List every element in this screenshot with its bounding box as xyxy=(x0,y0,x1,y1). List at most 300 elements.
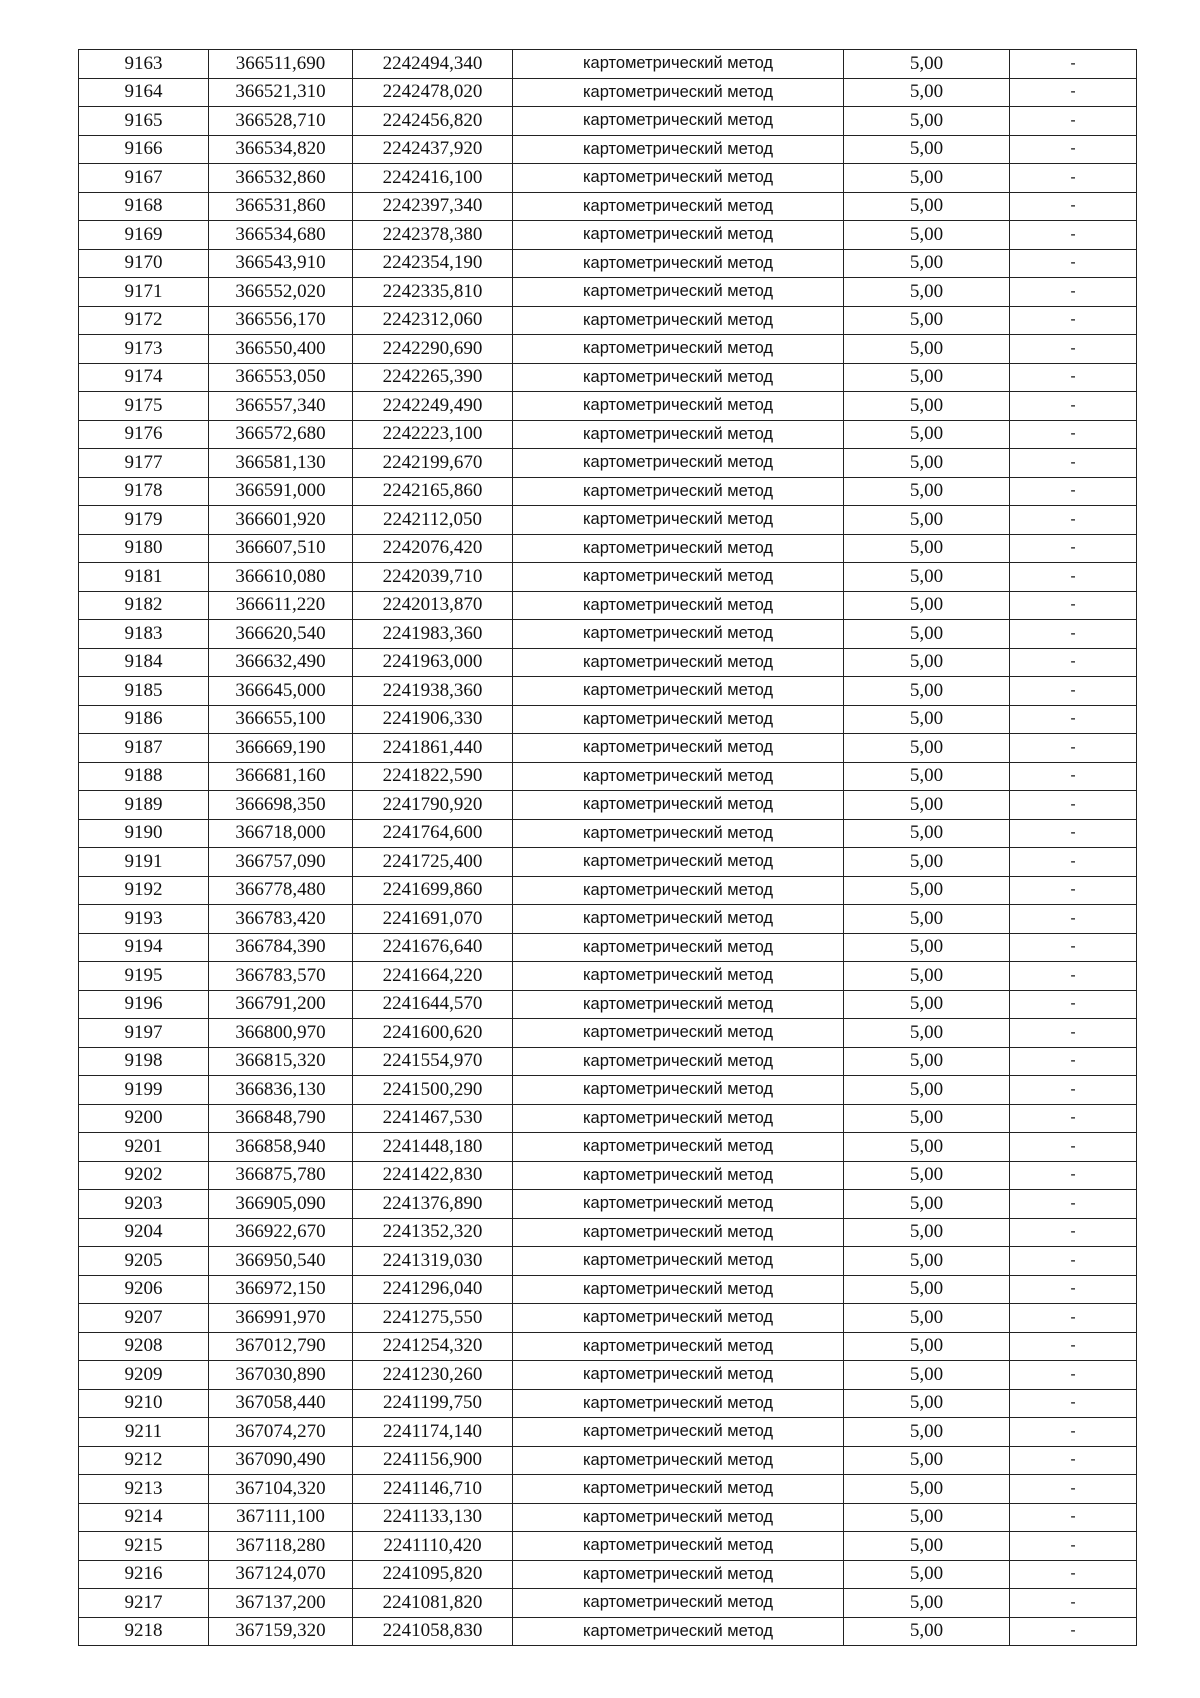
y-coordinate-cell: 2241676,640 xyxy=(353,933,513,962)
method-cell: картометрический метод xyxy=(513,1133,844,1162)
table-row xyxy=(79,78,1137,107)
table-row xyxy=(79,506,1137,535)
x-coordinate-cell: 366581,130 xyxy=(209,449,353,478)
method-cell: картометрический метод xyxy=(513,420,844,449)
point-number-cell: 9186 xyxy=(79,705,209,734)
point-number-cell: 9163 xyxy=(79,50,209,79)
accuracy-cell: 5,00 xyxy=(844,278,1010,307)
method-cell: картометрический метод xyxy=(513,50,844,79)
table-row xyxy=(79,249,1137,278)
method-cell: картометрический метод xyxy=(513,221,844,250)
point-number-cell: 9180 xyxy=(79,534,209,563)
accuracy-cell: 5,00 xyxy=(844,534,1010,563)
point-number-cell: 9183 xyxy=(79,620,209,649)
method-cell: картометрический метод xyxy=(513,620,844,649)
accuracy-cell: 5,00 xyxy=(844,335,1010,364)
note-cell: - xyxy=(1010,791,1137,820)
note-cell: - xyxy=(1010,1418,1137,1447)
accuracy-cell: 5,00 xyxy=(844,135,1010,164)
y-coordinate-cell: 2242378,380 xyxy=(353,221,513,250)
accuracy-cell: 5,00 xyxy=(844,819,1010,848)
note-cell: - xyxy=(1010,848,1137,877)
table-row xyxy=(79,1076,1137,1105)
point-number-cell: 9188 xyxy=(79,762,209,791)
x-coordinate-cell: 366905,090 xyxy=(209,1190,353,1219)
y-coordinate-cell: 2241146,710 xyxy=(353,1475,513,1504)
point-number-cell: 9187 xyxy=(79,734,209,763)
method-cell: картометрический метод xyxy=(513,278,844,307)
note-cell: - xyxy=(1010,1532,1137,1561)
note-cell: - xyxy=(1010,734,1137,763)
note-cell: - xyxy=(1010,819,1137,848)
table-row xyxy=(79,1475,1137,1504)
y-coordinate-cell: 2241081,820 xyxy=(353,1589,513,1618)
point-number-cell: 9171 xyxy=(79,278,209,307)
accuracy-cell: 5,00 xyxy=(844,363,1010,392)
table-row xyxy=(79,1617,1137,1646)
accuracy-cell: 5,00 xyxy=(844,1019,1010,1048)
y-coordinate-cell: 2241095,820 xyxy=(353,1560,513,1589)
accuracy-cell: 5,00 xyxy=(844,1503,1010,1532)
method-cell: картометрический метод xyxy=(513,677,844,706)
point-number-cell: 9205 xyxy=(79,1247,209,1276)
point-number-cell: 9193 xyxy=(79,905,209,934)
method-cell: картометрический метод xyxy=(513,1389,844,1418)
accuracy-cell: 5,00 xyxy=(844,1589,1010,1618)
accuracy-cell: 5,00 xyxy=(844,192,1010,221)
note-cell: - xyxy=(1010,563,1137,592)
x-coordinate-cell: 367159,320 xyxy=(209,1617,353,1646)
accuracy-cell: 5,00 xyxy=(844,1190,1010,1219)
table-row xyxy=(79,1247,1137,1276)
note-cell: - xyxy=(1010,933,1137,962)
point-number-cell: 9209 xyxy=(79,1361,209,1390)
method-cell: картометрический метод xyxy=(513,1019,844,1048)
y-coordinate-cell: 2241058,830 xyxy=(353,1617,513,1646)
note-cell: - xyxy=(1010,1617,1137,1646)
y-coordinate-cell: 2241983,360 xyxy=(353,620,513,649)
table-row xyxy=(79,192,1137,221)
y-coordinate-cell: 2242354,190 xyxy=(353,249,513,278)
x-coordinate-cell: 366620,540 xyxy=(209,620,353,649)
table-row xyxy=(79,1560,1137,1589)
x-coordinate-cell: 367030,890 xyxy=(209,1361,353,1390)
note-cell: - xyxy=(1010,876,1137,905)
method-cell: картометрический метод xyxy=(513,363,844,392)
note-cell: - xyxy=(1010,1190,1137,1219)
table-row xyxy=(79,1446,1137,1475)
point-number-cell: 9175 xyxy=(79,392,209,421)
table-row xyxy=(79,392,1137,421)
point-number-cell: 9172 xyxy=(79,306,209,335)
method-cell: картометрический метод xyxy=(513,477,844,506)
table-row xyxy=(79,620,1137,649)
y-coordinate-cell: 2242397,340 xyxy=(353,192,513,221)
y-coordinate-cell: 2241963,000 xyxy=(353,648,513,677)
accuracy-cell: 5,00 xyxy=(844,1617,1010,1646)
x-coordinate-cell: 366601,920 xyxy=(209,506,353,535)
table-row xyxy=(79,221,1137,250)
accuracy-cell: 5,00 xyxy=(844,420,1010,449)
x-coordinate-cell: 366655,100 xyxy=(209,705,353,734)
point-number-cell: 9213 xyxy=(79,1475,209,1504)
table-row xyxy=(79,135,1137,164)
point-number-cell: 9194 xyxy=(79,933,209,962)
y-coordinate-cell: 2241906,330 xyxy=(353,705,513,734)
x-coordinate-cell: 366784,390 xyxy=(209,933,353,962)
y-coordinate-cell: 2241199,750 xyxy=(353,1389,513,1418)
accuracy-cell: 5,00 xyxy=(844,677,1010,706)
method-cell: картометрический метод xyxy=(513,1275,844,1304)
point-number-cell: 9191 xyxy=(79,848,209,877)
note-cell: - xyxy=(1010,1275,1137,1304)
accuracy-cell: 5,00 xyxy=(844,933,1010,962)
method-cell: картометрический метод xyxy=(513,249,844,278)
table-row xyxy=(79,477,1137,506)
table-row xyxy=(79,962,1137,991)
table-row xyxy=(79,1304,1137,1333)
note-cell: - xyxy=(1010,1503,1137,1532)
note-cell: - xyxy=(1010,249,1137,278)
method-cell: картометрический метод xyxy=(513,335,844,364)
note-cell: - xyxy=(1010,278,1137,307)
y-coordinate-cell: 2241500,290 xyxy=(353,1076,513,1105)
table-row xyxy=(79,1503,1137,1532)
method-cell: картометрический метод xyxy=(513,78,844,107)
note-cell: - xyxy=(1010,1104,1137,1133)
table-row xyxy=(79,1047,1137,1076)
accuracy-cell: 5,00 xyxy=(844,1133,1010,1162)
method-cell: картометрический метод xyxy=(513,392,844,421)
table-row xyxy=(79,791,1137,820)
note-cell: - xyxy=(1010,705,1137,734)
table-row xyxy=(79,563,1137,592)
point-number-cell: 9217 xyxy=(79,1589,209,1618)
x-coordinate-cell: 366607,510 xyxy=(209,534,353,563)
accuracy-cell: 5,00 xyxy=(844,591,1010,620)
point-number-cell: 9199 xyxy=(79,1076,209,1105)
x-coordinate-cell: 366534,820 xyxy=(209,135,353,164)
note-cell: - xyxy=(1010,392,1137,421)
accuracy-cell: 5,00 xyxy=(844,1332,1010,1361)
point-number-cell: 9167 xyxy=(79,164,209,193)
note-cell: - xyxy=(1010,762,1137,791)
point-number-cell: 9164 xyxy=(79,78,209,107)
point-number-cell: 9185 xyxy=(79,677,209,706)
y-coordinate-cell: 2241174,140 xyxy=(353,1418,513,1447)
x-coordinate-cell: 366611,220 xyxy=(209,591,353,620)
table-row xyxy=(79,848,1137,877)
point-number-cell: 9210 xyxy=(79,1389,209,1418)
x-coordinate-cell: 366972,150 xyxy=(209,1275,353,1304)
y-coordinate-cell: 2241275,550 xyxy=(353,1304,513,1333)
y-coordinate-cell: 2241691,070 xyxy=(353,905,513,934)
y-coordinate-cell: 2241725,400 xyxy=(353,848,513,877)
x-coordinate-cell: 366645,000 xyxy=(209,677,353,706)
x-coordinate-cell: 366991,970 xyxy=(209,1304,353,1333)
accuracy-cell: 5,00 xyxy=(844,1475,1010,1504)
y-coordinate-cell: 2241422,830 xyxy=(353,1161,513,1190)
note-cell: - xyxy=(1010,1446,1137,1475)
method-cell: картометрический метод xyxy=(513,1532,844,1561)
accuracy-cell: 5,00 xyxy=(844,620,1010,649)
method-cell: картометрический метод xyxy=(513,135,844,164)
x-coordinate-cell: 366511,690 xyxy=(209,50,353,79)
accuracy-cell: 5,00 xyxy=(844,762,1010,791)
table-row xyxy=(79,648,1137,677)
accuracy-cell: 5,00 xyxy=(844,791,1010,820)
note-cell: - xyxy=(1010,306,1137,335)
note-cell: - xyxy=(1010,50,1137,79)
method-cell: картометрический метод xyxy=(513,1304,844,1333)
method-cell: картометрический метод xyxy=(513,591,844,620)
method-cell: картометрический метод xyxy=(513,791,844,820)
point-number-cell: 9174 xyxy=(79,363,209,392)
table-row xyxy=(79,449,1137,478)
y-coordinate-cell: 2241230,260 xyxy=(353,1361,513,1390)
accuracy-cell: 5,00 xyxy=(844,449,1010,478)
note-cell: - xyxy=(1010,1076,1137,1105)
accuracy-cell: 5,00 xyxy=(844,1247,1010,1276)
x-coordinate-cell: 367074,270 xyxy=(209,1418,353,1447)
point-number-cell: 9179 xyxy=(79,506,209,535)
method-cell: картометрический метод xyxy=(513,1076,844,1105)
y-coordinate-cell: 2242312,060 xyxy=(353,306,513,335)
x-coordinate-cell: 366591,000 xyxy=(209,477,353,506)
y-coordinate-cell: 2241110,420 xyxy=(353,1532,513,1561)
accuracy-cell: 5,00 xyxy=(844,1104,1010,1133)
method-cell: картометрический метод xyxy=(513,306,844,335)
x-coordinate-cell: 366669,190 xyxy=(209,734,353,763)
method-cell: картометрический метод xyxy=(513,876,844,905)
point-number-cell: 9207 xyxy=(79,1304,209,1333)
accuracy-cell: 5,00 xyxy=(844,249,1010,278)
note-cell: - xyxy=(1010,420,1137,449)
x-coordinate-cell: 366532,860 xyxy=(209,164,353,193)
x-coordinate-cell: 366815,320 xyxy=(209,1047,353,1076)
table-row xyxy=(79,933,1137,962)
table-row xyxy=(79,335,1137,364)
y-coordinate-cell: 2241352,320 xyxy=(353,1218,513,1247)
table-row xyxy=(79,1019,1137,1048)
y-coordinate-cell: 2242437,920 xyxy=(353,135,513,164)
x-coordinate-cell: 367090,490 xyxy=(209,1446,353,1475)
point-number-cell: 9173 xyxy=(79,335,209,364)
method-cell: картометрический метод xyxy=(513,1475,844,1504)
note-cell: - xyxy=(1010,1133,1137,1162)
accuracy-cell: 5,00 xyxy=(844,221,1010,250)
point-number-cell: 9190 xyxy=(79,819,209,848)
note-cell: - xyxy=(1010,449,1137,478)
table-row xyxy=(79,762,1137,791)
accuracy-cell: 5,00 xyxy=(844,848,1010,877)
accuracy-cell: 5,00 xyxy=(844,1389,1010,1418)
y-coordinate-cell: 2241467,530 xyxy=(353,1104,513,1133)
method-cell: картометрический метод xyxy=(513,1104,844,1133)
point-number-cell: 9176 xyxy=(79,420,209,449)
x-coordinate-cell: 366556,170 xyxy=(209,306,353,335)
table-row xyxy=(79,591,1137,620)
point-number-cell: 9206 xyxy=(79,1275,209,1304)
point-number-cell: 9201 xyxy=(79,1133,209,1162)
accuracy-cell: 5,00 xyxy=(844,1304,1010,1333)
table-row xyxy=(79,1104,1137,1133)
y-coordinate-cell: 2241376,890 xyxy=(353,1190,513,1219)
note-cell: - xyxy=(1010,221,1137,250)
point-number-cell: 9169 xyxy=(79,221,209,250)
point-number-cell: 9165 xyxy=(79,107,209,136)
method-cell: картометрический метод xyxy=(513,506,844,535)
table-row xyxy=(79,278,1137,307)
point-number-cell: 9218 xyxy=(79,1617,209,1646)
point-number-cell: 9216 xyxy=(79,1560,209,1589)
y-coordinate-cell: 2242335,810 xyxy=(353,278,513,307)
table-row xyxy=(79,1190,1137,1219)
note-cell: - xyxy=(1010,164,1137,193)
method-cell: картометрический метод xyxy=(513,1247,844,1276)
y-coordinate-cell: 2242039,710 xyxy=(353,563,513,592)
y-coordinate-cell: 2241644,570 xyxy=(353,990,513,1019)
table-row xyxy=(79,677,1137,706)
y-coordinate-cell: 2241938,360 xyxy=(353,677,513,706)
method-cell: картометрический метод xyxy=(513,1361,844,1390)
y-coordinate-cell: 2242199,670 xyxy=(353,449,513,478)
point-number-cell: 9192 xyxy=(79,876,209,905)
method-cell: картометрический метод xyxy=(513,962,844,991)
accuracy-cell: 5,00 xyxy=(844,1047,1010,1076)
y-coordinate-cell: 2242249,490 xyxy=(353,392,513,421)
y-coordinate-cell: 2242112,050 xyxy=(353,506,513,535)
table-row xyxy=(79,107,1137,136)
table-row xyxy=(79,1418,1137,1447)
method-cell: картометрический метод xyxy=(513,1560,844,1589)
point-number-cell: 9202 xyxy=(79,1161,209,1190)
accuracy-cell: 5,00 xyxy=(844,1361,1010,1390)
y-coordinate-cell: 2242478,020 xyxy=(353,78,513,107)
method-cell: картометрический метод xyxy=(513,563,844,592)
x-coordinate-cell: 366698,350 xyxy=(209,791,353,820)
y-coordinate-cell: 2242223,100 xyxy=(353,420,513,449)
point-number-cell: 9200 xyxy=(79,1104,209,1133)
table-row xyxy=(79,1161,1137,1190)
table-row xyxy=(79,534,1137,563)
accuracy-cell: 5,00 xyxy=(844,1560,1010,1589)
note-cell: - xyxy=(1010,1389,1137,1418)
x-coordinate-cell: 366800,970 xyxy=(209,1019,353,1048)
x-coordinate-cell: 366550,400 xyxy=(209,335,353,364)
table-row xyxy=(79,876,1137,905)
x-coordinate-cell: 366553,050 xyxy=(209,363,353,392)
point-number-cell: 9178 xyxy=(79,477,209,506)
note-cell: - xyxy=(1010,648,1137,677)
note-cell: - xyxy=(1010,591,1137,620)
note-cell: - xyxy=(1010,1247,1137,1276)
point-number-cell: 9211 xyxy=(79,1418,209,1447)
point-number-cell: 9195 xyxy=(79,962,209,991)
method-cell: картометрический метод xyxy=(513,1418,844,1447)
point-number-cell: 9196 xyxy=(79,990,209,1019)
point-number-cell: 9182 xyxy=(79,591,209,620)
x-coordinate-cell: 366778,480 xyxy=(209,876,353,905)
x-coordinate-cell: 366783,570 xyxy=(209,962,353,991)
method-cell: картометрический метод xyxy=(513,1617,844,1646)
note-cell: - xyxy=(1010,677,1137,706)
method-cell: картометрический метод xyxy=(513,1332,844,1361)
accuracy-cell: 5,00 xyxy=(844,705,1010,734)
accuracy-cell: 5,00 xyxy=(844,905,1010,934)
table-row xyxy=(79,164,1137,193)
method-cell: картометрический метод xyxy=(513,1047,844,1076)
note-cell: - xyxy=(1010,1019,1137,1048)
y-coordinate-cell: 2241699,860 xyxy=(353,876,513,905)
point-number-cell: 9197 xyxy=(79,1019,209,1048)
table-row xyxy=(79,50,1137,79)
accuracy-cell: 5,00 xyxy=(844,306,1010,335)
note-cell: - xyxy=(1010,363,1137,392)
x-coordinate-cell: 366534,680 xyxy=(209,221,353,250)
y-coordinate-cell: 2241861,440 xyxy=(353,734,513,763)
method-cell: картометрический метод xyxy=(513,1161,844,1190)
note-cell: - xyxy=(1010,1589,1137,1618)
note-cell: - xyxy=(1010,192,1137,221)
x-coordinate-cell: 366557,340 xyxy=(209,392,353,421)
y-coordinate-cell: 2241296,040 xyxy=(353,1275,513,1304)
x-coordinate-cell: 366836,130 xyxy=(209,1076,353,1105)
y-coordinate-cell: 2242416,100 xyxy=(353,164,513,193)
accuracy-cell: 5,00 xyxy=(844,107,1010,136)
x-coordinate-cell: 366922,670 xyxy=(209,1218,353,1247)
y-coordinate-cell: 2241822,590 xyxy=(353,762,513,791)
table-row xyxy=(79,363,1137,392)
accuracy-cell: 5,00 xyxy=(844,392,1010,421)
table-row xyxy=(79,1361,1137,1390)
method-cell: картометрический метод xyxy=(513,1446,844,1475)
y-coordinate-cell: 2241600,620 xyxy=(353,1019,513,1048)
accuracy-cell: 5,00 xyxy=(844,1161,1010,1190)
note-cell: - xyxy=(1010,1332,1137,1361)
x-coordinate-cell: 366848,790 xyxy=(209,1104,353,1133)
table-row xyxy=(79,1532,1137,1561)
x-coordinate-cell: 366521,310 xyxy=(209,78,353,107)
accuracy-cell: 5,00 xyxy=(844,1076,1010,1105)
y-coordinate-cell: 2242165,860 xyxy=(353,477,513,506)
note-cell: - xyxy=(1010,78,1137,107)
point-number-cell: 9214 xyxy=(79,1503,209,1532)
x-coordinate-cell: 366531,860 xyxy=(209,192,353,221)
point-number-cell: 9170 xyxy=(79,249,209,278)
table-row xyxy=(79,819,1137,848)
y-coordinate-cell: 2241764,600 xyxy=(353,819,513,848)
x-coordinate-cell: 366791,200 xyxy=(209,990,353,1019)
point-number-cell: 9204 xyxy=(79,1218,209,1247)
x-coordinate-cell: 366610,080 xyxy=(209,563,353,592)
accuracy-cell: 5,00 xyxy=(844,164,1010,193)
table-row xyxy=(79,990,1137,1019)
note-cell: - xyxy=(1010,477,1137,506)
method-cell: картометрический метод xyxy=(513,1503,844,1532)
method-cell: картометрический метод xyxy=(513,990,844,1019)
x-coordinate-cell: 366875,780 xyxy=(209,1161,353,1190)
y-coordinate-cell: 2241664,220 xyxy=(353,962,513,991)
note-cell: - xyxy=(1010,1218,1137,1247)
x-coordinate-cell: 367111,100 xyxy=(209,1503,353,1532)
y-coordinate-cell: 2241319,030 xyxy=(353,1247,513,1276)
table-row xyxy=(79,1332,1137,1361)
point-number-cell: 9184 xyxy=(79,648,209,677)
method-cell: картометрический метод xyxy=(513,819,844,848)
x-coordinate-cell: 366681,160 xyxy=(209,762,353,791)
y-coordinate-cell: 2241448,180 xyxy=(353,1133,513,1162)
